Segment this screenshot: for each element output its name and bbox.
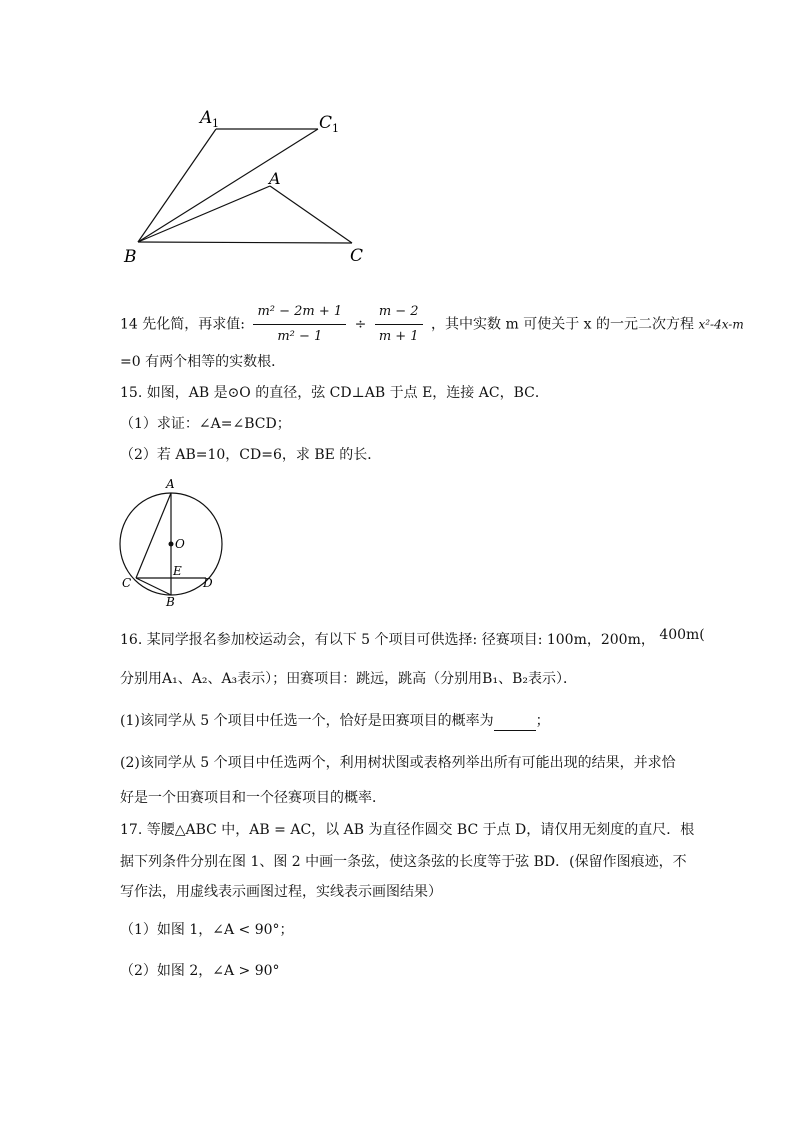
division-sign: ÷ xyxy=(354,316,367,333)
q14-suffix: ，其中实数 m 可使关于 x 的一元二次方程 xyxy=(431,316,695,333)
question-17: 17. 等腰△ABC 中，AB = AC，以 AB 为直径作圆交 BC 于点 D，请仅用无刻度的直尺．根 xyxy=(120,822,695,838)
circle-label-b: B xyxy=(166,595,175,609)
q17-part-2: （2）如图 2，∠A > 90° xyxy=(120,963,280,979)
q16-line-2: 分别用A₁、A₂、A₃表示）；田赛项目：跳远，跳高（分别用B₁、B₂表示）． xyxy=(120,671,577,687)
label-c: C xyxy=(350,246,364,266)
label-a: A xyxy=(269,169,281,188)
fraction-1 xyxy=(253,302,346,347)
q17-line-3: 写作法，用虚线表示画图过程，实线表示画图结果） xyxy=(120,884,442,900)
q16-line-1-end: 400m( xyxy=(659,627,705,643)
q17-line-2: 据下列条件分别在图 1、图 2 中画一条弦，使这条弦的长度等于弦 BD．(保留作图痕迹，不 xyxy=(120,854,687,870)
answer-blank xyxy=(494,716,536,731)
q14-line-2: =0 有两个相等的实数根． xyxy=(120,354,286,370)
label-a1: A xyxy=(200,108,213,128)
label-c1-sub: 1 xyxy=(332,122,339,135)
label-a1-sub: 1 xyxy=(212,117,219,130)
q16-part-1 xyxy=(120,711,550,731)
circle-label-e: E xyxy=(173,564,182,578)
q16-part-1-text: (1)该同学从 5 个项目中任选一个，恰好是田赛项目的概率为 xyxy=(120,713,494,729)
circle-label-c: C xyxy=(122,576,132,590)
triangle-figure-1 xyxy=(118,100,378,270)
q15-part-2: （2）若 AB=10，CD=6，求 BE 的长． xyxy=(120,447,382,463)
q16-part-2: (2)该同学从 5 个项目中任选两个，利用树状图或表格列举出所有可能出现的结果，并求恰 xyxy=(120,755,676,771)
fraction-2 xyxy=(375,302,423,347)
circle-label-a: A xyxy=(166,477,175,491)
fraction-1-denominator: m² − 1 xyxy=(277,329,323,344)
question-16 xyxy=(120,627,705,650)
q15-part-1: （1）求证：∠A=∠BCD； xyxy=(120,416,291,432)
q16-part-1-end: ； xyxy=(535,713,550,729)
circle-label-o: O xyxy=(175,537,185,551)
circle-figure xyxy=(116,475,226,610)
q17-part-1: （1）如图 1，∠A < 90°； xyxy=(120,922,294,938)
fraction-2-denominator: m + 1 xyxy=(378,329,419,344)
label-b: B xyxy=(124,247,137,267)
q14-prefix: 14 先化简，再求值: xyxy=(120,316,245,333)
circle-label-d: D xyxy=(203,576,213,590)
label-c1: C xyxy=(319,113,333,133)
question-14 xyxy=(120,302,744,347)
q16-line-1: 16. 某同学报名参加校运动会，有以下 5 个项目可供选择: 径赛项目: 100m，200m， xyxy=(120,632,655,648)
q16-part-2-continued: 好是一个田赛项目和一个径赛项目的概率． xyxy=(120,790,386,806)
q14-equation: x²-4x-m xyxy=(698,317,744,332)
fraction-1-numerator: m² − 2m + 1 xyxy=(253,302,346,325)
fraction-2-numerator: m − 2 xyxy=(375,302,423,325)
question-15: 15. 如图，AB 是⊙O 的直径，弦 CD⊥AB 于点 E，连接 AC，BC． xyxy=(120,385,549,401)
